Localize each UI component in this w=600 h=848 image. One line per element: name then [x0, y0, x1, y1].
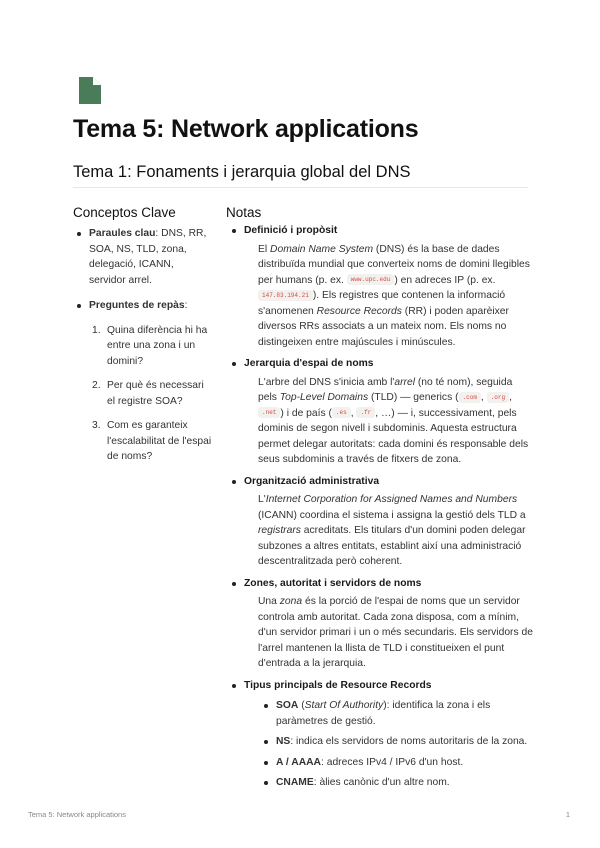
- note-definition: [228, 223, 533, 350]
- note-record-types: [228, 678, 533, 791]
- note-administration: [228, 474, 533, 570]
- page-subtitle: Tema 1: Fonaments i jerarquia global del DNS: [73, 163, 411, 181]
- inline-code: 147.83.194.21: [258, 290, 313, 301]
- key-concepts-column: [73, 226, 213, 475]
- questions-label: Preguntes de repàs: [89, 300, 185, 311]
- inline-code: www.upc.edu: [347, 274, 395, 285]
- question-item: 1. Quina diferència hi ha entre una zona i un domini?: [92, 324, 208, 367]
- key-concepts-heading: Conceptos Clave: [73, 205, 176, 220]
- keywords-label: Paraules clau: [89, 228, 156, 239]
- question-item: 3. Com es garanteix l'escalabilitat de l'espai de noms?: [92, 420, 212, 462]
- notes-column: [228, 223, 533, 797]
- key-concepts-list: [73, 226, 213, 465]
- record-type-item: NS: indica els servidors de noms autoritaris de la zona.: [258, 734, 533, 750]
- record-type-item: CNAME: àlies canònic d'un altre nom.: [258, 775, 533, 791]
- note-zones: [228, 576, 533, 672]
- questions-item: Preguntes de repàs: 1. Quina diferència hi ha entre una zona i un domini? 2. Per què és necessari el registre SOA? 3. Com es garanteix l'escalabilitat de l'espai de noms?: [73, 298, 213, 465]
- record-type-item: A / AAAA: adreces IPv4 / IPv6 d'un host.: [258, 755, 533, 771]
- page-number: 1: [565, 810, 570, 819]
- inline-code: .net: [258, 407, 280, 418]
- divider: [73, 187, 528, 188]
- notes-list: [228, 223, 533, 791]
- keywords-text: : DNS, RR, SOA, NS, TLD, zona, delegació, ICANN, servidor arrel.: [89, 228, 207, 286]
- question-item: 2. Per què és necessari el registre SOA?: [92, 380, 204, 407]
- questions-list: [89, 323, 213, 465]
- notes-heading: Notas: [226, 205, 262, 220]
- note-heading: Jerarquia d'espai de noms: [244, 358, 374, 369]
- note-heading: Organització administrativa: [244, 475, 380, 487]
- inline-code: .com: [459, 392, 481, 403]
- note-heading: Definició i propòsit: [244, 225, 338, 236]
- inline-code: .org: [487, 392, 509, 403]
- record-type-item: SOA (Start Of Authority): identifica la zona i els paràmetres de gestió.: [258, 698, 533, 729]
- note-heading: Tipus principals de Resource Records: [244, 679, 432, 691]
- note-paragraph: Una zona és la porció de l'espai de noms que un servidor controla amb autoritat. Cada zona disposa, com a mínim, d'un servidor primari i un o més secundaris. Els servidors de l'arrel mantenen la llista de TLD i constitueixen el punt d'entrada a la jerarquia.: [258, 596, 533, 669]
- note-hierarchy: [228, 356, 533, 468]
- note-paragraph: L'Internet Corporation for Assigned Names and Numbers (ICANN) coordina el sistema i assigna la gestió dels TLD a registrars acreditats. Els titulars d'un domini poden delegar subzones a altres entitats, establint així una administració descentralitzada però coherent.: [258, 494, 526, 567]
- inline-code: .es: [332, 407, 351, 418]
- keywords-item: [73, 226, 213, 288]
- inline-code: .fr: [356, 407, 375, 418]
- note-heading: Zones, autoritat i servidors de noms: [244, 577, 422, 589]
- record-types-list: [244, 698, 533, 791]
- footer-title: Tema 5: Network applications: [28, 810, 126, 819]
- document-icon: [79, 77, 101, 104]
- page-title: Tema 5: Network applications: [73, 115, 419, 143]
- note-paragraph: L'arbre del DNS s'inicia amb l'arrel (no té nom), seguida pels Top-Level Domains (TLD) — generics ( .com , .org , .net ) i de país ( .es , .fr , …) — i, successivament, pels dominis de segon nivell i subdominis. Aquesta estructura permet delegar autoritats: cada domini és responsable dels seus subdominis a través de fitxers de zona.: [258, 376, 529, 465]
- note-paragraph: El Domain Name System (DNS) és la base de dades distribuïda mundial que converteix noms de domini llegibles per humans (p. ex. www.upc.edu ) en adreces IP (p. ex. 147.83.194.21 ). Els registres que contenen la informació s'anomenen Resource Records (RR) i poden aparèixer diversos RRs associats a un mateix nom. Els noms no distingeixen entre majúscules i minúscules.: [258, 243, 530, 348]
